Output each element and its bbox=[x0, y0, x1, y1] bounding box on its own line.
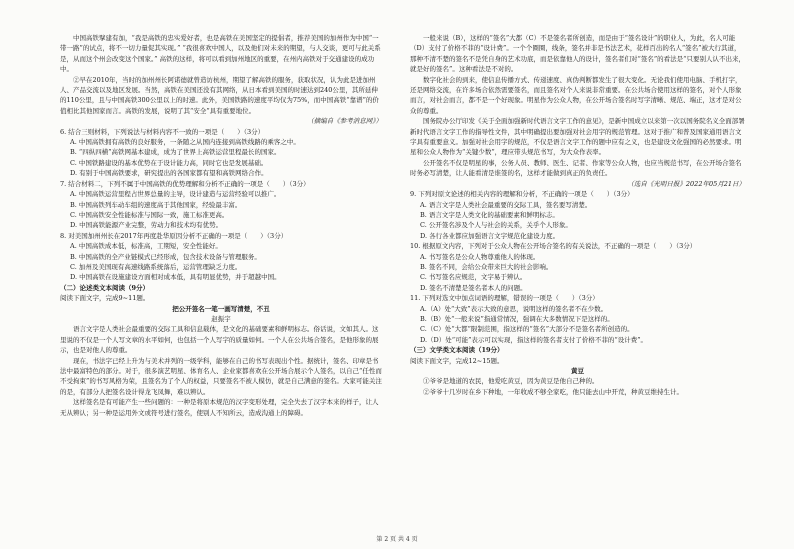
passage-paragraph: 公开签名不仅是明星的事，公务人员、教师、医生、记者、作家等公众人物，也应当规范书写，在公开场合签名时务必写清楚，让人能看清是谁签的名，这样才能做到真正的负责任。 bbox=[410, 158, 742, 178]
option-b: B. 签名不同，会给公众带来巨大的社会影响。 bbox=[420, 262, 553, 271]
option-a: A.（A）处“大致”表示大致的意思，说明这样的签名者不在少数。 bbox=[420, 304, 608, 313]
passage-paragraph: 中国高铁擘建有加，“我是高铁的忠实爱好者，也是高铁在美国坚定的提倡者，推荐美国的加州作为中国“一带一路”的试点，将不一切力量促其实现。” “我很喜欢中国人，以及他们对未来的期望，与人交谈，更可与此关系是，从而这个州会改变这个国家。” 高铁的这样，将可以看到加州地区的重要，在州内高铁对于交通建设的成功中。 bbox=[60, 34, 381, 74]
option-d: D. 中国高铁在设施建设方面相对成本低，具有明显优势，并于超越中国。 bbox=[70, 273, 281, 282]
option-d: D. 中国高铁能源产业完整，劳动力和技术均有优势。 bbox=[70, 221, 223, 230]
option-d: D. 有别于中国高铁要求，研究提出的各国家都有望和高铁网络合作。 bbox=[70, 169, 268, 178]
section-instructions: 阅读下面文字，完成12~15题。 bbox=[410, 356, 504, 365]
option-b: B. 语言文字是人类文化的基础要素和鲜明标志。 bbox=[420, 210, 559, 219]
passage-paragraph: 现在，书法字已经上升为与美术并列的一级学科，能够在自己的书写表现出个性。据统计，签名、印章是书法中最富特色的部分。对于，很多演艺明星、体育名人、企业家都喜欢在公开场合展示个人签名，以自己“任性而不受拘束”的书写风格为荣，且签名为了个人的权益，只要签名不被人模仿，就是自己满意的签名。大家可能关注的是，有部分人把签名设计得龙飞凤舞，难以辨认。 bbox=[60, 356, 382, 396]
question-8: 8. 对美国加州州长在2017年再度赴华原因分析不正确的一项是（ ）（3分） bbox=[60, 231, 288, 240]
option-c: C. 加州及美国现有高速线路系统落后，运营管理缺乏力度。 bbox=[70, 262, 242, 271]
option-b: B. 中国高铁列车动车组的速度高于其他国家，经验最丰富。 bbox=[70, 200, 242, 209]
option-b: B. “四纵四横”高铁网基本建成，成为了世界上高铁运营里程最长的国家。 bbox=[70, 148, 281, 157]
left-column bbox=[60, 33, 382, 418]
option-c: C. 书写签名应规范，文字易于辨认。 bbox=[420, 273, 527, 282]
option-b: B.（B）处“一般来说”指通常情况，强调在大多数情况下是这样的。 bbox=[420, 314, 614, 323]
option-d: D.（D）处“可能”表示可以实现，指这样的签名者支付了价格不菲的“设计费”。 bbox=[420, 335, 648, 344]
option-a: A. 语言文字是人类社会最重要的交际工具，签名要写清楚。 bbox=[420, 200, 592, 209]
passage-paragraph: ②早在2010年，当时的加州州长阿诺德就曾造访杭州，期望了解高铁的服务，获取状况，认为此是进加州人、产品交流以及地区发展。当然，高铁在美国还没有其网络，从日本看到美国的时速达到240公里，其所延伸的110公里，且与中国高铁300公里以上的时速。此外，美国铁路的速度平均仅为75%，而中国高铁“靠谱”的价值相比其他国家而言。高铁的发展，说明了其“安全”具有重要地位。 bbox=[60, 75, 379, 115]
option-c: C.（C）处“大都”限制范围，指这样的“签名”大部分不是签名者所创造的。 bbox=[420, 325, 634, 334]
story-paragraph: ①爷爷是地道的农民，他爱吃黄豆，因为黄豆是他自己种的。 bbox=[423, 377, 599, 386]
passage-paragraph: 这样签名是有可能产生一些问题的：一种是将原本规范的汉字变形处理，完全失去了汉字本来的样子，让人无从辨认；另一种是运用外文或符号进行签名，使别人不知所云，造成沟通上的障碍。 bbox=[60, 398, 379, 417]
question-10: 10. 根据原文内容，下列对于公众人物在公开场合签名的有关说法，不正确的一项是（ ）（3分） bbox=[410, 242, 697, 251]
option-a: A. 中国高铁成本低，标准高，工期短，安全性能好。 bbox=[70, 242, 222, 251]
option-c: C. 中国铁路建设的基本优势在于设计能力高，同时它也是发展基础。 bbox=[70, 158, 268, 167]
option-a: A. 书写签名是公众人物尊重他人的体现。 bbox=[420, 252, 540, 261]
option-d: D. 签名不清楚是签名者本人的问题。 bbox=[420, 283, 527, 292]
passage-paragraph: 语言文字是人类社会最重要的交际工具和信息载体，是文化的基础要素和鲜明标志。俗话说，文如其人。这里说的不仅是一个人写文章的水平如何，也包括一个人写字的质量如何。一个人在公共场合签名，是他形象的展示，也是对他人的尊重。 bbox=[60, 325, 379, 355]
article-title: 把公开签名一笔一画写清楚，不丑 bbox=[172, 304, 270, 313]
passage-paragraph: 一般来说（B），这样的“签名”大都（C）不是签名者所创造，而是由于“签名设计”的职业人，为此，名人可能（D）支付了价格不菲的“设计费”。一个个圈圈，线条，签名并非是书法艺术，花样百出的名人“签名”被大行其道，那种不清不楚的签名不是凭自身的艺术功底，而是依靠他人的设计，签名者们对“签名”的看法是“只要别人认不出来，就是好的签名”。这种看法是不对的。 bbox=[410, 34, 745, 74]
right-column bbox=[410, 33, 745, 397]
question-9: 9. 下列对原文论述的相关内容的理解和分析，不正确的一项是（ ）（3分） bbox=[410, 190, 634, 199]
option-d: D. 各行各业都应加强语言文字规范化建设力度。 bbox=[420, 231, 560, 240]
section-instructions: 阅读下面文字，完成9~11题。 bbox=[60, 294, 150, 303]
passage-paragraph: 数字化社会的到来，使信息传播方式、传递速度、真伪判断都发生了很大变化。无论我们使用电脑、手机打字，还是网络交流，在许多场合依然需要签名，而且签名对个人来说非常重要。在公共场合使用这样的签名，对个人形象而言，对社会而言，都不是一个好现象。明星作为公众人物，在公开场合签名时写字清晰、规范、端正，这才是对公众的尊重。 bbox=[410, 75, 742, 115]
story-paragraph: ②爷爷十几岁时在乡下种地，一年收成不够全家吃，他只能去山中开荒，种黄豆维持生计。 bbox=[423, 387, 683, 396]
section-heading: （三）文学类文本阅读（19分） bbox=[410, 346, 504, 355]
option-c: C. 公开签名涉及个人与社会的关系，关乎个人形象。 bbox=[420, 221, 572, 230]
page-number: 第 2 页 共 4 页 bbox=[376, 536, 418, 543]
story-title: 黄豆 bbox=[571, 367, 584, 375]
question-11: 11. 下列对选文中加点词语的理解，错误的一项是（ ）（3分） bbox=[410, 294, 599, 303]
question-6: 6. 结合三则材料，下列说法与材料内容不一致的一项是（ ）（3分） bbox=[60, 127, 265, 136]
source-attribution: （摘编自《参考消息网》） bbox=[307, 117, 382, 126]
question-7: 7. 结合材料二，下列不属于中国高铁的优势理解和分析不正确的一项是（ ）（3分） bbox=[60, 179, 310, 188]
article-author: 赵振宇 bbox=[211, 314, 231, 323]
option-c: C. 中国高铁安全性能标准与国际一致，施工标准更高。 bbox=[70, 210, 229, 219]
section-heading: （二）论述类文本阅读（9分） bbox=[60, 283, 150, 292]
source-attribution: （选自《光明日报》2022年05月21日） bbox=[627, 179, 745, 188]
option-a: A. 中国高铁拥有高铁的良好服务，一条随之从国内连接到高铁线路的乘客之中。 bbox=[70, 138, 300, 147]
option-b: B. 中国高铁的全产业链模式已经形成，包含技术设备与管理服务。 bbox=[70, 252, 261, 261]
passage-paragraph: 国务院办公厅印发《关于全面加强新时代语言文字工作的意见》，是新中国成立以来第一次以国务院名义全面部署新时代语言文字工作的指导性文件，其中明确提出要加强对社会用字的规范管理。这对于推广和普及国家通用语言文字具有重要意义。加强对社会用字的规范，不仅是语言文字工作的题中应有之义，也是建设文化强国的必然要求。明星和公众人物作为“关键少数”，理应带头规范书写，为大众作表率。 bbox=[410, 117, 745, 157]
option-a: A. 中国高铁运营里程占世界总量的主导，设计建造与运营经验可以推广。 bbox=[70, 190, 281, 199]
